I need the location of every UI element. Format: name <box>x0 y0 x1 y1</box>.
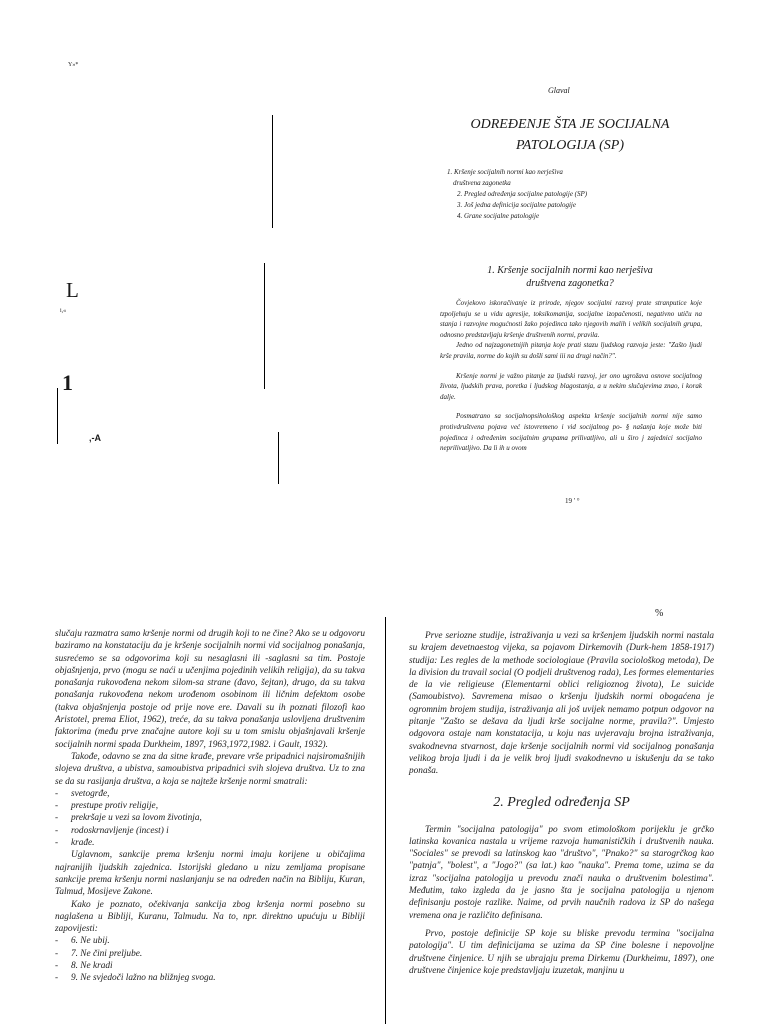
list <box>55 788 365 849</box>
paragraph: Termin "socijalna patologija" po svom etimološkom porijeklu je grčko latinska kovanica nastala u vrijeme razvoja humanističkih i društvenih nauka. "Sociales" se prevodi sa latinskog kao "društvo", "Pnako?" sa starogrčkog kao "patnja", "bolest", a "Jogo?" (sa lat.) kao "nauka". Prema tome, uzima se da izraz "socijalna patologija u prevodu znači nauka o društvenim bolestima". Međutim, tako izgleda da je jasno šta je socijalna patologija u njenom definisanju postoje razlike. Naime, od prvih naučnih radova iz SP do našega vremena ona je različito definisana. <box>409 824 714 921</box>
margin-mark-a: ,-A <box>89 433 101 443</box>
toc-item: 1. Kršenje socijalnih normi kao nerješiva <box>447 168 563 176</box>
scan-line <box>272 115 273 228</box>
margin-mark-l: L <box>66 278 79 302</box>
paragraph: slučaju razmatra samo kršenje normi od drugih koji to ne čine? Ako se u odgovoru baziramo na konstataciju da je kršenje socijalnih normi vid socijalnog ponašanja, susrećemo se sa odgovorima koji su nesaglasni ili -saglasni sa tim. Postoje objašnjenja, prvo (mogu se naći u učenjima pojedinih velikih religija), da su takva ponašanja rukovođena nekom silom-sa strane (đavo, šejtan), drugo, da su takva ponašanja rukovođena nekom urođenom osobinom ili ličnim defektom osobe (takva objašnjenja postoje od prije nove ere. Davali su ih poznati filozofi kao Aristotel, prema Eliot, 1962), treće, da su takva ponašanja uslovljena društvenim faktorima (među prve značajne autore koji su u tom smislu objašnjavali kršenje socijalnih normi spada Durkheim, 1897, 1963,1972,1982. i Gault, 1932). <box>55 629 365 750</box>
scan-line <box>278 432 279 484</box>
paragraph: Čovjekovo iskoračivanje iz prirode, njegov socijalni razvoj prate stranputice koje tzpoljehuju se u vidu agresije, toksikomanija, socijalne izopačenosti, negativno utiču na stanja i razvojne mogućnosti žako pojedinca tako njegovih malih i velikih socijalnih grupa, odnosno predstavljaju kršenje društvenih normi, pravila. <box>440 299 702 339</box>
table-of-contents <box>447 167 687 222</box>
list-item: - 9. Ne svjedoči lažno na bližnjeg svoga. <box>55 972 365 984</box>
toc-item: 4. Grane socijalne patologije <box>457 212 540 220</box>
list-item: - krađe. <box>55 837 365 849</box>
list-item: - 7. Ne čini preljube. <box>55 948 365 960</box>
chapter-title <box>440 114 700 156</box>
right-column <box>409 630 714 977</box>
scan-line <box>264 263 265 389</box>
list <box>55 935 365 984</box>
list-item: - svetogrđe, <box>55 788 365 800</box>
corner-mark: Y»* <box>68 62 79 68</box>
page-number: 19 ' ° <box>565 497 580 505</box>
section-1-title <box>440 264 700 290</box>
upper-body-text <box>440 298 702 454</box>
scan-line <box>57 388 58 444</box>
paragraph: Uglavnom, sankcije prema kršenju normi imaju korijene u običajima najranijih ljudskih zajednica. Istorijski gledano u nizu zemljama propisane sankcije prema kršenju normi naslanjanju se na određen način na Bibliju, Kuran, Talmud, Mosijeve Zakone. <box>55 850 365 898</box>
margin-mark-1: 1 <box>62 370 73 395</box>
paragraph: Prvo, postoje definicije SP koje su bliske prevodu termina "socijalna patologija". U tim definicijama se uzima da SP čine bolesne i nepovoljne društvene činjenice. U njih se ubrajaju prema Dirkemu (Durkheimu, 1897), one društvene činjenice koje predstavljaju izuzetak, manjinu u <box>409 928 714 976</box>
chapter-title-line: ODREĐENJE ŠTA JE SOCIJALNA <box>470 117 670 132</box>
left-column <box>55 628 365 985</box>
paragraph: Posmatrano sa socijalnopsihološkog aspekta kršenje socijalnih normi nije samo protivdruštvena pojava već istovremeno i vid socijalnog po- § našanja koje može biti pojedinca i određenim socijalnim grupama prilivatljivo, ali u širo j zajednici socijalno neprilivatljivo. Da li ih u ovom <box>440 412 702 453</box>
paragraph: Kršenje normi je važno pitanje za ljudski razvoj, jer ono ugrožava osnove socijalnog života, ljudskih prava, poretka i ljudskog blagostanja, a u nekim slučajevima znao, i korak dalje. <box>440 371 702 401</box>
percent-mark: % <box>655 608 664 619</box>
section-title-line: društvena zagonetka? <box>526 278 614 289</box>
toc-item: društvena zagonetka <box>453 179 511 187</box>
margin-mark-small: i,« <box>60 308 67 314</box>
list-item: - prestupe protiv religije, <box>55 800 365 812</box>
section-2-title: 2. Pregled određenja SP <box>493 794 630 810</box>
list-item: - prekršaje u vezi sa lovom životinja, <box>55 812 365 824</box>
section-title-line: 1. Kršenje socijalnih normi kao nerješiva <box>487 265 653 276</box>
paragraph: Kako je poznato, očekivanja sankcija zbog kršenja normi posebno su naglašena u Bibliji, Kuranu, Talmudu. Na to, npr. direktno upućuju u Bibliji zapovijesti: <box>55 899 365 935</box>
paragraph: Takođe, odavno se zna da sitne krađe, prevare vrše pripadnici najsiromašnijih slojeva društva, a ubistva, samoubistva pripadnici svih slojeva društva. Uz to zna se da su rasijanja društva, a koja se najteže kršenje normi smatrali: <box>55 751 365 787</box>
paragraph: Jedno od najzagonetnijih pitanja koje prati stazu ljudskog razvoja jeste: "Zašto ljudi krše pravila, norme do kojih su došli sami iii na drugi način?". <box>440 341 702 360</box>
list-item: - 6. Ne ubij. <box>55 935 365 947</box>
chapter-label: Glaval <box>548 86 570 95</box>
chapter-title-line: PATOLOGIJA (SP) <box>516 138 624 153</box>
list-item: - 8. Ne kradi <box>55 960 365 972</box>
list-item: - rodoskrnavljenje (incest) i <box>55 825 365 837</box>
paragraph: Prve seriozne studije, istraživanja u vezi sa kršenjem ljudskih normi nastala su krajem devetnaestog vijeka, sa pojavom Dirkemovih (Durk-hem 1858-1917) studija: Les regles de la methode sociologiaue (Pravila sociološkog metoda), De la division du travail social (O podjeli društvenog rada), Les formes elementaries de la vie religieuse (Elementarni oblici religioznog života), Le suicide (Samoubistvo). Savremena misao o kršenju ljudskih normi obogaćena je ogromnim brojem studija, istraživanja ali još uvijek nemamo potpun odgovor na pitanje "Zašto se dešava da ljudi krše socijalne norme, pravila?". Umjesto odgovora ostaje nam konstatacija, u koju nas uvjeravaju brojna istraživanja, svakodnevna stvarnost, daje kršenje socijalnih normi vid socijalnog ponašanja velikog broja ljudi i da je velik broj ljudi svakodnevno u iskušenju da se tako ponaša. <box>409 631 714 777</box>
toc-item: 3. Još jedna definicija socijalne patologije <box>457 201 576 209</box>
page-gutter-line <box>385 617 386 1024</box>
toc-item: 2. Pregled određenja socijalne patologije (SP) <box>457 190 588 198</box>
